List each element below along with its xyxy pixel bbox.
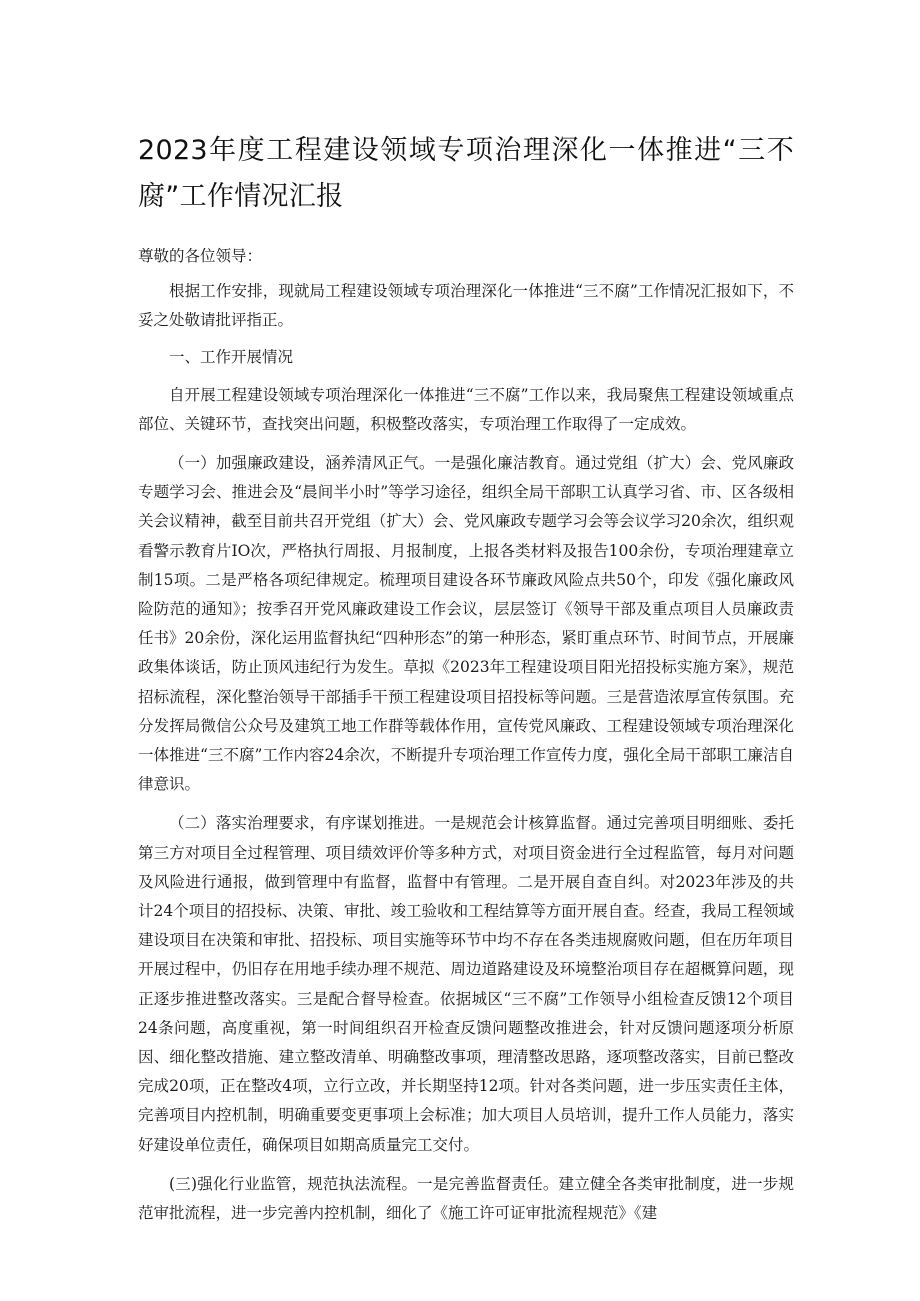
salutation: 尊敬的各位领导： <box>138 247 263 265</box>
paragraph-part-1: （一）加强廉政建设，涵养清风正气。一是强化廉洁教育。通过党组（扩大）会、党风廉政专题学习会、推进会及“晨间半小时”等学习途径，组织全局干部职工认真学习省、市、区各级相关会议精神，截至目前共召开党组（扩大）会、党风廉政专题学习会等会议学习20余次，组织观看警示教育片IO次，严格执行周报、月报制度，上报各类材料及报告100余份，专项治理建章立制15项。二是严格各项纪律规定。梳理项目建设各环节廉政风险点共50个，印发《强化廉政风险防范的通知》；按季召开党风廉政建设工作会议，层层签订《领导干部及重点项目人员廉政责任书》20余份，深化运用监督执纪“四种形态”的第一种形态，紧盯重点环节、时间节点，开展廉政集体谈话，防止顶风违纪行为发生。草拟《2023年工程建设项目阳光招投标实施方案》，规范招标流程，深化整治领导干部插手干预工程建设项目招投标等问题。三是营造浓厚宣传氛围。充分发挥局微信公众号及建筑工地工作群等载体作用，宣传党风廉政、工程建设领域专项治理深化一体推进“三不腐”工作内容24余次，不断提升专项治理工作宣传力度，强化全局干部职工廉洁自律意识。 <box>138 454 794 794</box>
document-title: 2023年度工程建设领域专项治理深化一体推进“三不腐”工作情况汇报 <box>138 135 794 212</box>
paragraph-part-2: （二）落实治理要求，有序谋划推进。一是规范会计核算监督。通过完善项目明细账、委托第三方对项目全过程管理、项目绩效评价等多种方式，对项目资金进行全过程监管，每月对问题及风险进行通报，做到管理中有监督，监督中有管理。二是开展自查自纠。对2023年涉及的共计24个项目的招投标、决策、审批、竣工验收和工程结算等方面开展自查。经查，我局工程领域建设项目在决策和审批、招投标、项目实施等环节中均不存在各类违规腐败问题，但在历年项目开展过程中，仍旧存在用地手续办理不规范、周边道路建设及环境整治项目存在超概算问题，现正逐步推进整改落实。三是配合督导检查。依据城区“三不腐”工作领导小组检查反馈12个项目24条问题，高度重视，第一时间组织召开检查反馈问题整改推进会，针对反馈问题逐项分析原因、细化整改措施、建立整改清单、明确整改事项，理清整改思路，逐项整改落实，目前已整改完成20项，正在整改4项，立行立改，并长期坚持12项。针对各类问题，进一步压实责任主体，完善项目内控机制，明确重要变更事项上会标准；加大项目人员培训，提升工作人员能力，落实好建设单位责任，确保项目如期高质量完工交付。 <box>138 814 794 1154</box>
overview-paragraph: 自开展工程建设领域专项治理深化一体推进“三不腐”工作以来，我局聚焦工程建设领域重点部位、关键环节，查找突出问题，积极整改落实，专项治理工作取得了一定成效。 <box>138 385 794 433</box>
paragraph-part-3: (三)强化行业监管，规范执法流程。一是完善监督责任。建立健全各类审批制度，进一步规范审批流程，进一步完善内控机制，细化了《施工许可证审批流程规范》《建 <box>138 1174 794 1223</box>
intro-paragraph: 根据工作安排，现就局工程建设领域专项治理深化一体推进“三不腐”工作情况汇报如下，不妥之处敬请批评指正。 <box>138 282 794 330</box>
section-heading-1: 一、工作开展情况 <box>169 348 294 367</box>
document-page <box>138 0 794 1228</box>
